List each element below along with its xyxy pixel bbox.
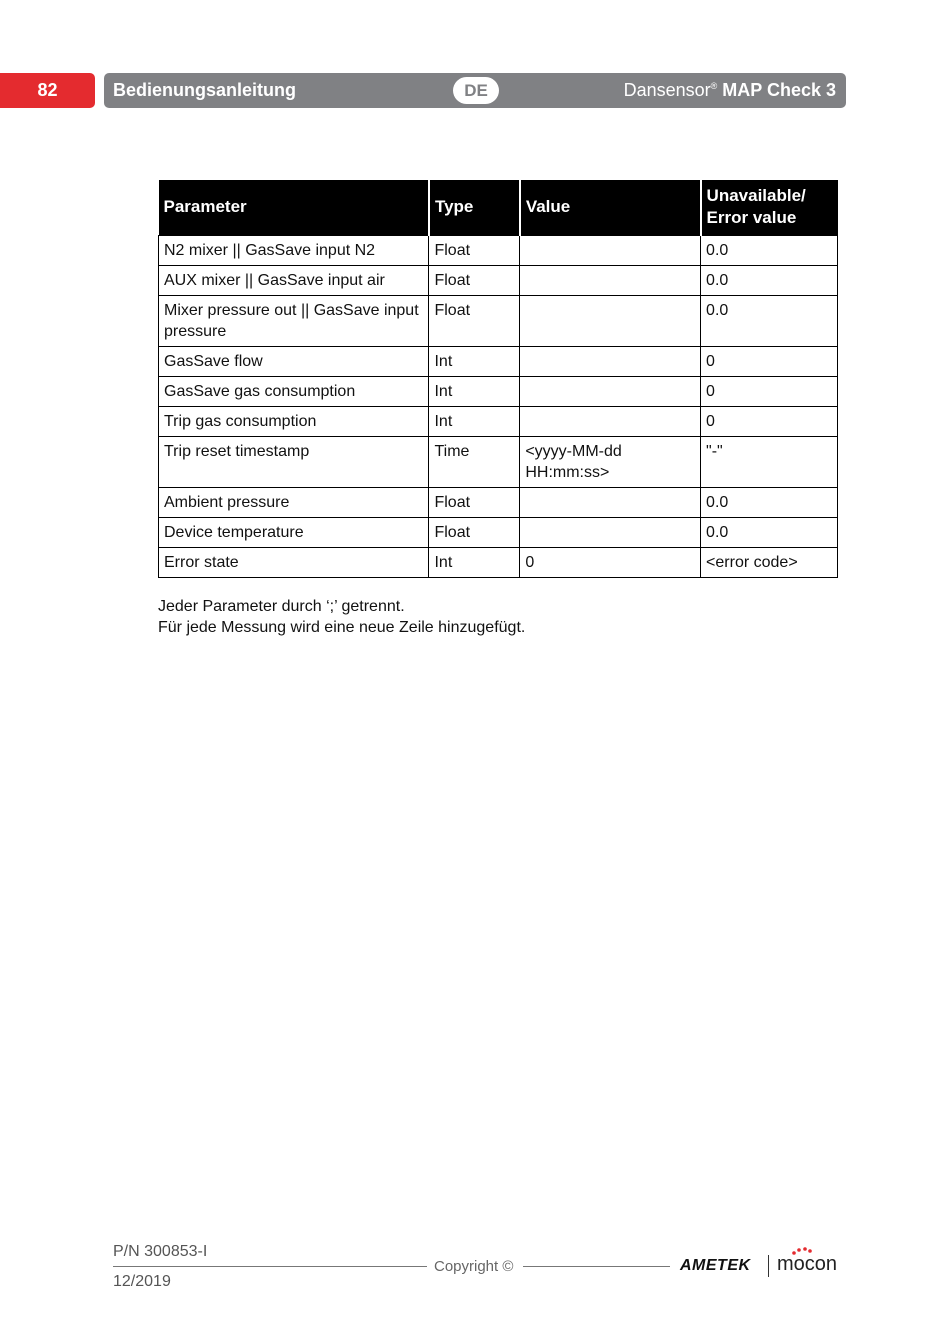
cell-parameter: Error state: [159, 547, 429, 577]
table-row: [159, 487, 838, 517]
mocon-logo: mocon: [777, 1253, 838, 1275]
cell-error-value: <error code>: [701, 547, 838, 577]
ametek-logo: AMETEK: [680, 1257, 751, 1274]
table-row: [159, 265, 838, 295]
cell-value: [520, 295, 701, 346]
language-badge: DE: [453, 77, 499, 104]
table-header-row: [159, 180, 838, 235]
manual-title: Bedienungsanleitung: [113, 80, 297, 100]
cell-type: Float: [429, 517, 520, 547]
cell-type: Int: [429, 346, 520, 376]
column-header-parameter: Parameter: [159, 180, 429, 235]
cell-error-value: 0: [701, 406, 838, 436]
cell-parameter: Device temperature: [159, 517, 429, 547]
cell-parameter: GasSave flow: [159, 346, 429, 376]
footer-divider-left: [113, 1266, 427, 1267]
cell-value: [520, 265, 701, 295]
cell-parameter: Trip gas consumption: [159, 406, 429, 436]
cell-error-value: 0.0: [701, 295, 838, 346]
table-notes: [158, 596, 525, 638]
table-row: [159, 346, 838, 376]
part-number: P/N 300853-I: [113, 1243, 208, 1260]
cell-value: [520, 235, 701, 265]
cell-type: Int: [429, 547, 520, 577]
cell-error-value: 0.0: [701, 265, 838, 295]
cell-parameter: AUX mixer || GasSave input air: [159, 265, 429, 295]
cell-error-value: 0: [701, 346, 838, 376]
cell-parameter: N2 mixer || GasSave input N2: [159, 235, 429, 265]
cell-parameter: Ambient pressure: [159, 487, 429, 517]
page-number: 82: [0, 73, 95, 108]
cell-type: Float: [429, 265, 520, 295]
table-row: [159, 517, 838, 547]
note-separator: Jeder Parameter durch ‘;’ getrennt.: [158, 598, 405, 615]
cell-type: Float: [429, 295, 520, 346]
copyright-notice: Copyright ©: [434, 1258, 514, 1275]
cell-type: Int: [429, 376, 520, 406]
logo-separator: [768, 1255, 769, 1277]
cell-type: Float: [429, 487, 520, 517]
column-header-type: Type: [429, 180, 520, 235]
parameter-table: [158, 180, 838, 578]
cell-parameter: Mixer pressure out || GasSave input pressure: [159, 295, 429, 346]
table-row: [159, 406, 838, 436]
footer-divider-right: [523, 1266, 670, 1267]
column-header-value: Value: [520, 180, 701, 235]
table-row: [159, 295, 838, 346]
cell-value: 0: [520, 547, 701, 577]
table-row: [159, 376, 838, 406]
table-row: [159, 235, 838, 265]
cell-value: [520, 376, 701, 406]
cell-type: Time: [429, 436, 520, 487]
cell-value: [520, 406, 701, 436]
cell-error-value: 0.0: [701, 487, 838, 517]
cell-parameter: Trip reset timestamp: [159, 436, 429, 487]
table-row: [159, 547, 838, 577]
cell-value: [520, 346, 701, 376]
cell-type: Int: [429, 406, 520, 436]
product-name: Dansensor® MAP Check 3: [623, 80, 836, 100]
cell-error-value: 0.0: [701, 235, 838, 265]
cell-error-value: 0: [701, 376, 838, 406]
cell-parameter: GasSave gas consumption: [159, 376, 429, 406]
note-new-line: Für jede Messung wird eine neue Zeile hinzugefügt.: [158, 619, 526, 636]
cell-value: <yyyy-MM-dd HH:mm:ss>: [520, 436, 701, 487]
cell-type: Float: [429, 235, 520, 265]
cell-error-value: 0.0: [701, 517, 838, 547]
cell-value: [520, 487, 701, 517]
page-header: [104, 73, 846, 108]
revision-date: 12/2019: [113, 1273, 171, 1290]
cell-value: [520, 517, 701, 547]
column-header-error-value: Unavailable/ Error value: [701, 180, 838, 235]
cell-error-value: "-": [701, 436, 838, 487]
table-row: [159, 436, 838, 487]
